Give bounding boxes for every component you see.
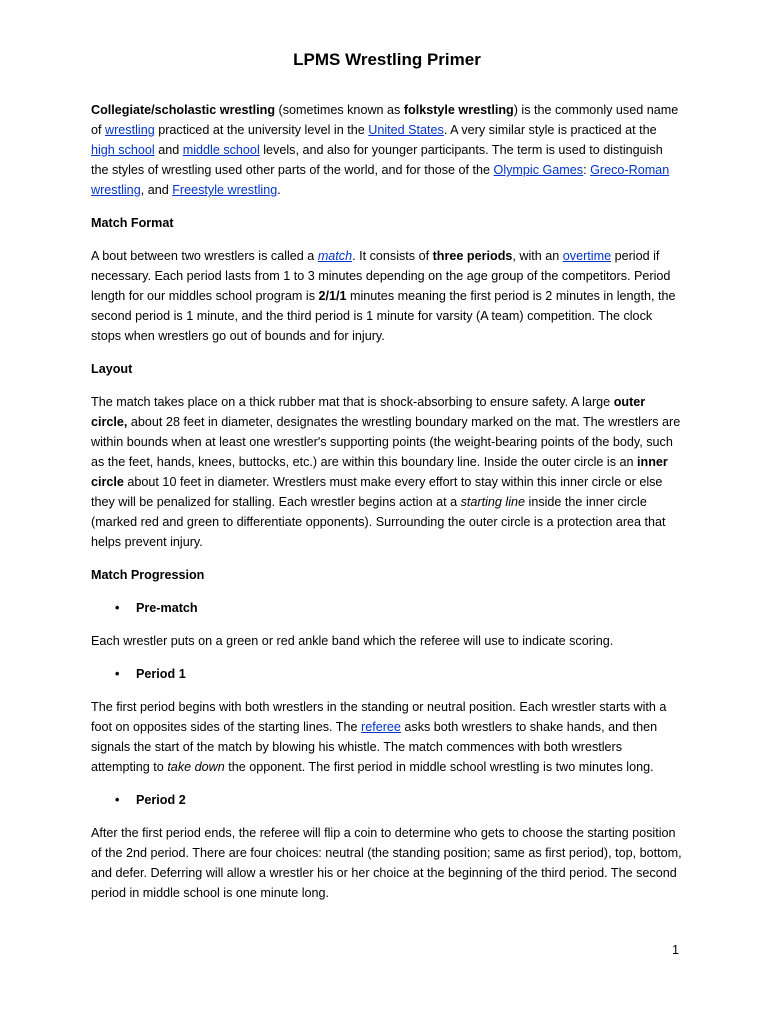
section-heading-layout: Layout <box>91 362 133 376</box>
text: . It consists of <box>352 249 433 263</box>
layout-paragraph <box>91 392 683 552</box>
bullet-prematch <box>91 598 683 618</box>
link-middle-school[interactable]: middle school <box>182 143 260 157</box>
bullet-icon: • <box>115 601 120 615</box>
page-number: 1 <box>672 943 680 957</box>
text: The first period begins with both wrestlers in the standing or neutral position. Each wrestler starts with a foot on opposites sides of the starting lines. The <box>91 700 667 734</box>
text: : <box>583 163 591 177</box>
text: about 10 feet in diameter. Wrestlers must make every effort to stay within this inner circle or else they will be penalized for stalling. Each wrestler begins action at a <box>91 475 663 509</box>
text: asks both wrestlers to shake hands, and then signals the start of the match by blowing his whistle. The match commences with both wrestlers attempting to <box>91 720 658 774</box>
link-high-school[interactable]: high school <box>91 143 155 157</box>
bullet-label: Period 2 <box>136 793 186 807</box>
italic-term: take down <box>167 760 225 774</box>
period-1-paragraph <box>91 697 683 777</box>
text: (sometimes known as <box>275 103 404 117</box>
document-title: LPMS Wrestling Primer <box>293 50 481 69</box>
intro-paragraph <box>91 100 683 200</box>
bold-term: Collegiate/scholastic wrestling <box>91 103 276 117</box>
bullet-period-1 <box>91 664 683 684</box>
text: . A very similar style is practiced at the <box>443 123 657 137</box>
text: practiced at the university level in the <box>154 123 369 137</box>
text: and <box>154 143 183 157</box>
link-wrestling[interactable]: wrestling <box>105 123 155 137</box>
bold-term: inner circle <box>91 455 668 489</box>
text: levels, and also for younger participants. The term is used to distinguish the styles of wrestling used other parts of the world, and for those of the <box>91 143 663 177</box>
text: period if necessary. Each period lasts from 1 to 3 minutes depending on the age group of the competitors. Period length for our middles school program is <box>91 249 671 303</box>
bold-term: three periods <box>432 249 513 263</box>
bold-term: outer circle, <box>91 395 646 429</box>
text: minutes meaning the first period is 2 minutes in length, the second period is 1 minute, and the third period is 1 minute for varsity (A team) competition. The clock stops when wrestlers go out of bounds and for injury. <box>91 289 676 343</box>
italic-term: starting line <box>460 495 526 509</box>
link-freestyle-wrestling[interactable]: Freestyle wrestling <box>172 183 278 197</box>
bullet-icon: • <box>115 667 120 681</box>
link-overtime[interactable]: overtime <box>562 249 612 263</box>
link-greco-roman-wrestling[interactable]: Greco-Roman wrestling <box>91 163 670 197</box>
section-heading-match-progression: Match Progression <box>91 568 205 582</box>
document-body <box>91 50 683 916</box>
period-2-paragraph: After the first period ends, the referee will flip a coin to determine who gets to choose the starting position of the 2nd period. There are four choices: neutral (the standing position; same as first period), top, bottom, and defer. Deferring will allow a wrestler his or her choice at the beginning of the third period. The second period in middle school is one minute long. <box>91 826 682 900</box>
link-match[interactable] <box>318 249 352 263</box>
bullet-period-2 <box>91 790 683 810</box>
text: The match takes place on a thick rubber mat that is shock-absorbing to ensure safety. A large <box>91 395 614 409</box>
bullet-label: Pre-match <box>136 601 198 615</box>
link-text: match <box>317 249 353 263</box>
section-heading-match-format: Match Format <box>91 216 174 230</box>
match-format-paragraph <box>91 246 683 346</box>
bullet-icon: • <box>115 793 120 807</box>
link-referee[interactable]: referee <box>361 720 401 734</box>
link-united-states[interactable]: United States <box>368 123 444 137</box>
text: , with an <box>512 249 563 263</box>
text: . <box>277 183 281 197</box>
bold-term: 2/1/1 <box>318 289 347 303</box>
text: ) is the commonly used name of <box>91 103 679 137</box>
text: A bout between two wrestlers is called a <box>91 249 318 263</box>
prematch-paragraph: Each wrestler puts on a green or red ankle band which the referee will use to indicate scoring. <box>91 634 614 648</box>
bullet-label: Period 1 <box>136 667 186 681</box>
bold-term: folkstyle wrestling <box>403 103 514 117</box>
text: , and <box>140 183 173 197</box>
text: about 28 feet in diameter, designates the wrestling boundary marked on the mat. The wrestlers are within bounds when at least one wrestler's supporting points (the weight-bearing points of the body, such as the feet, hands, knees, buttocks, etc.) are within this boundary line. Inside the outer circle is an <box>91 415 681 469</box>
text: inside the inner circle (marked red and green to differentiate opponents). Surrounding the outer circle is a protection area that helps prevent injury. <box>91 495 666 549</box>
link-olympic-games[interactable]: Olympic Games <box>493 163 584 177</box>
text: the opponent. The first period in middle school wrestling is two minutes long. <box>224 760 654 774</box>
